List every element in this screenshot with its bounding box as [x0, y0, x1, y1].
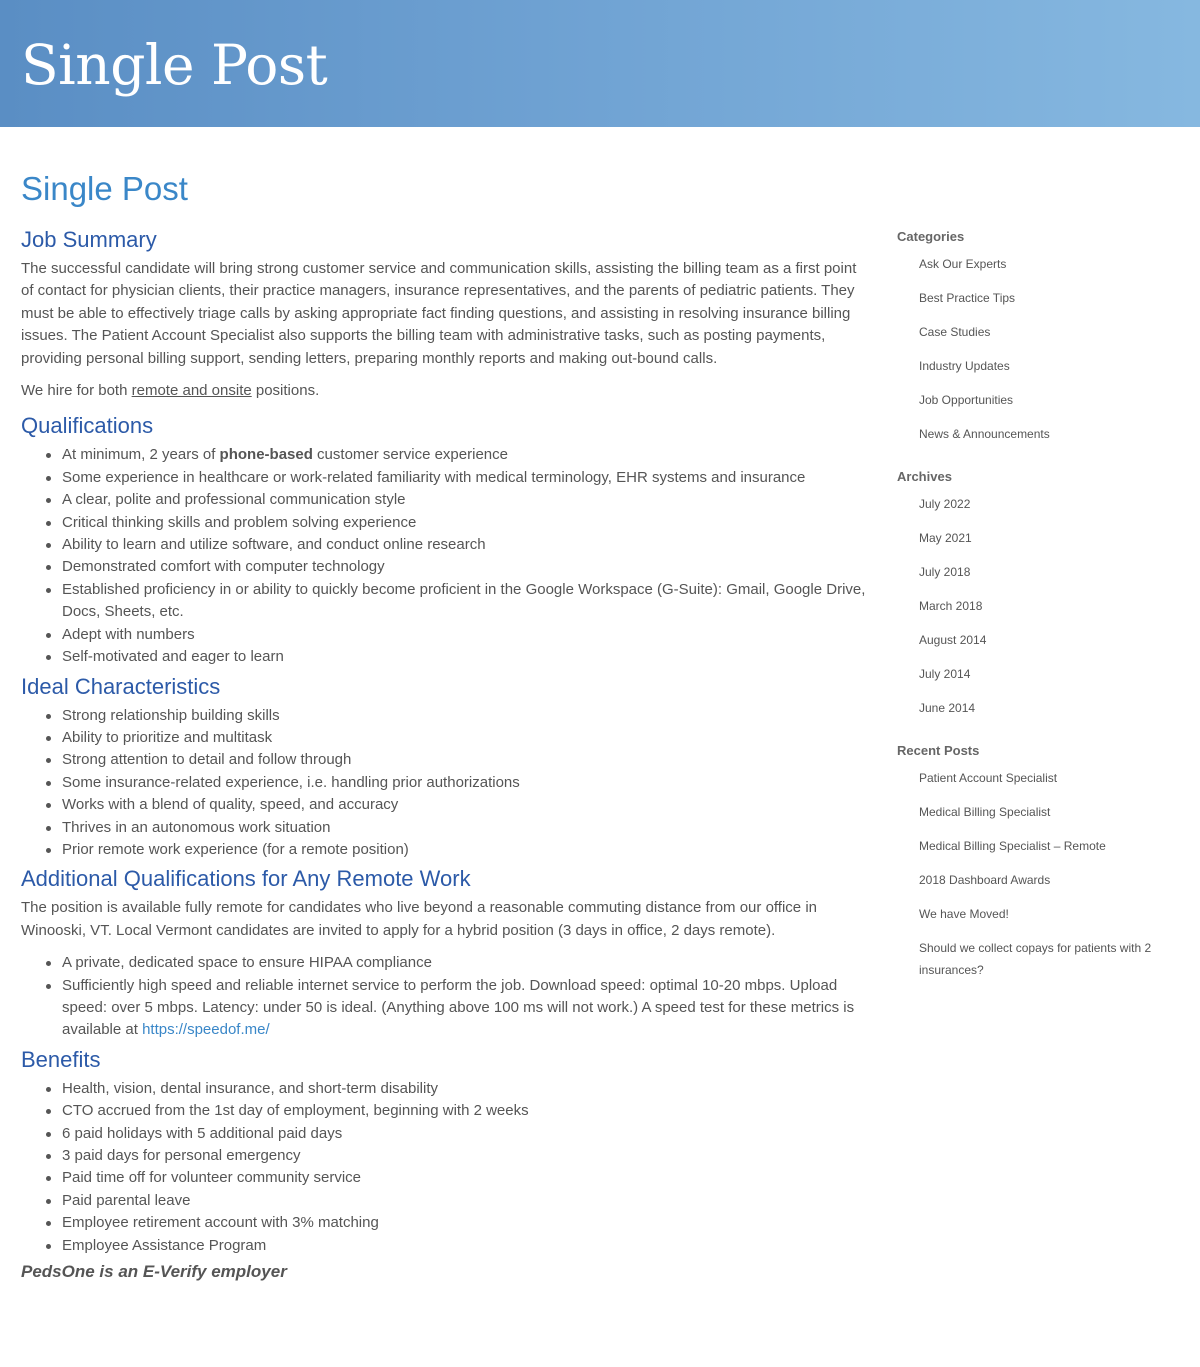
category-label[interactable]: Job Opportunities	[919, 393, 1014, 407]
categories-widget	[897, 228, 1187, 445]
list-item: Employee retirement account with 3% matching	[21, 1212, 871, 1234]
recent-post-link[interactable]	[897, 767, 1187, 789]
archive-label[interactable]: August 2014	[919, 633, 987, 647]
recent-post-link[interactable]	[897, 835, 1187, 857]
archives-title: Archives	[897, 469, 952, 484]
recent-post-link[interactable]	[897, 869, 1187, 891]
list-item: Ability to prioritize and multitask	[21, 727, 871, 749]
list-item: Adept with numbers	[21, 624, 871, 646]
archive-link[interactable]	[897, 595, 1187, 617]
sidebar	[897, 228, 1187, 1004]
list-item: 3 paid days for personal emergency	[21, 1145, 871, 1167]
category-label[interactable]: Ask Our Experts	[919, 257, 1007, 271]
benefits-list	[21, 1078, 871, 1257]
benefits-heading: Benefits	[21, 1046, 101, 1072]
archive-label[interactable]: July 2014	[919, 667, 971, 681]
list-item: Some insurance-related experience, i.e. handling prior authorizations	[21, 772, 871, 794]
job-summary-heading: Job Summary	[21, 227, 157, 252]
archive-label[interactable]: March 2018	[919, 599, 983, 613]
job-summary-paragraph: The successful candidate will bring strong customer service and communication skills, assisting the billing team as a first point of contact for physician clients, their practice managers, insurance representatives, and the parents of pediatric patients. They must be able to effectively triage calls by asking appropriate fact finding questions, and assisting in resolving insurance billing issues. The Patient Account Specialist also supports the billing team with administrative tasks, such as posting payments, providing personal billing support, sending letters, preparing monthly reports and making out-bound calls.	[21, 260, 857, 367]
list-item: Health, vision, dental insurance, and short-term disability	[21, 1078, 871, 1100]
hire-suffix: positions.	[251, 382, 320, 400]
archive-link[interactable]	[897, 697, 1187, 719]
list-item: Critical thinking skills and problem solving experience	[21, 512, 871, 534]
recent-post-label[interactable]: Medical Billing Specialist – Remote	[919, 839, 1106, 853]
page-header-banner	[0, 0, 1200, 127]
category-link-best-practice-tips[interactable]	[897, 287, 1187, 309]
category-link-case-studies[interactable]	[897, 321, 1187, 343]
archive-label[interactable]: May 2021	[919, 531, 972, 545]
qualification-prefix: At minimum, 2 years of	[62, 446, 220, 464]
list-item	[21, 975, 871, 1042]
banner-title: Single Post	[21, 33, 328, 97]
list-item: 6 paid holidays with 5 additional paid days	[21, 1123, 871, 1145]
qualification-suffix: customer service experience	[312, 446, 508, 464]
archive-label[interactable]: June 2014	[919, 701, 976, 715]
recent-posts-widget	[897, 742, 1187, 981]
list-item: Employee Assistance Program	[21, 1235, 871, 1257]
category-label[interactable]: Case Studies	[919, 325, 991, 339]
everify-statement: PedsOne is an E-Verify employer	[21, 1262, 287, 1282]
list-item: Strong attention to detail and follow through	[21, 749, 871, 771]
recent-post-label[interactable]: Medical Billing Specialist	[919, 805, 1051, 819]
list-item: Some experience in healthcare or work-related familiarity with medical terminology, EHR systems and insurance	[21, 467, 871, 489]
archive-link[interactable]	[897, 663, 1187, 685]
speedtest-link[interactable]: https://speedof.me/	[142, 1021, 270, 1039]
remote-work-list	[21, 952, 871, 1042]
category-link-industry-updates[interactable]	[897, 355, 1187, 377]
recent-post-label[interactable]: Should we collect copays for patients with 2 insurances?	[919, 941, 1152, 977]
list-item: Paid time off for volunteer community service	[21, 1167, 871, 1189]
list-item: A clear, polite and professional communication style	[21, 489, 871, 511]
recent-posts-title: Recent Posts	[897, 743, 980, 758]
list-item: Works with a blend of quality, speed, and accuracy	[21, 794, 871, 816]
recent-posts-list	[897, 767, 1187, 981]
list-item: Prior remote work experience (for a remote position)	[21, 839, 871, 861]
remote-work-heading: Additional Qualifications for Any Remote Work	[21, 866, 471, 892]
recent-post-label[interactable]: Patient Account Specialist	[919, 771, 1058, 785]
remote-onsite-link[interactable]: remote and onsite	[131, 382, 252, 400]
list-item: Strong relationship building skills	[21, 705, 871, 727]
qualification-bold: phone-based	[219, 446, 313, 464]
category-label[interactable]: Industry Updates	[919, 359, 1010, 373]
archive-link[interactable]	[897, 561, 1187, 583]
categories-list	[897, 253, 1187, 445]
archive-label[interactable]: July 2022	[919, 497, 971, 511]
category-label[interactable]: News & Announcements	[919, 427, 1050, 441]
qualifications-list	[21, 444, 871, 668]
archive-link[interactable]	[897, 527, 1187, 549]
list-item: Paid parental leave	[21, 1190, 871, 1212]
category-link-news-announcements[interactable]	[897, 423, 1187, 445]
list-item: Demonstrated comfort with computer technology	[21, 556, 871, 578]
category-link-ask-our-experts[interactable]	[897, 253, 1187, 275]
ideal-characteristics-heading: Ideal Characteristics	[21, 673, 221, 699]
category-link-job-opportunities[interactable]	[897, 389, 1187, 411]
list-item: CTO accrued from the 1st day of employment, beginning with 2 weeks	[21, 1100, 871, 1122]
remote-work-paragraph: The position is available fully remote for candidates who live beyond a reasonable commuting distance from our office in Winooski, VT. Local Vermont candidates are invited to apply for a hybrid position (3 days in office, 2 days remote).	[21, 899, 817, 939]
category-label[interactable]: Best Practice Tips	[919, 291, 1016, 305]
hire-statement	[21, 380, 871, 402]
list-item: Self-motivated and eager to learn	[21, 646, 871, 668]
post-content	[21, 168, 871, 1283]
list-item	[21, 444, 871, 466]
list-item: Ability to learn and utilize software, and conduct online research	[21, 534, 871, 556]
qualifications-heading: Qualifications	[21, 413, 154, 439]
list-item: Established proficiency in or ability to quickly become proficient in the Google Workspace (G-Suite): Gmail, Google Drive, Docs, Sheets, etc.	[21, 579, 871, 624]
recent-post-label[interactable]: We have Moved!	[919, 907, 1009, 921]
recent-post-link[interactable]	[897, 903, 1187, 925]
recent-post-link[interactable]	[897, 801, 1187, 823]
archives-widget	[897, 468, 1187, 719]
list-item: A private, dedicated space to ensure HIPAA compliance	[21, 952, 871, 974]
archives-list	[897, 493, 1187, 719]
recent-post-label[interactable]: 2018 Dashboard Awards	[919, 873, 1051, 887]
archive-link[interactable]	[897, 629, 1187, 651]
archive-link[interactable]	[897, 493, 1187, 515]
ideal-characteristics-list	[21, 705, 871, 862]
list-item: Thrives in an autonomous work situation	[21, 817, 871, 839]
speed-requirement-text: Sufficiently high speed and reliable internet service to perform the job. Download speed: optimal 10-20 mbps. Upload speed: over 5 mbps. Latency: under 50 is ideal. (Anything above 100 ms will not work.) A speed test for these metrics is available at	[62, 976, 855, 1039]
categories-title: Categories	[897, 229, 965, 244]
hire-prefix: We hire for both	[21, 382, 132, 400]
archive-label[interactable]: July 2018	[919, 565, 971, 579]
recent-post-link[interactable]	[897, 937, 1187, 981]
page-title: Single Post	[21, 170, 188, 207]
